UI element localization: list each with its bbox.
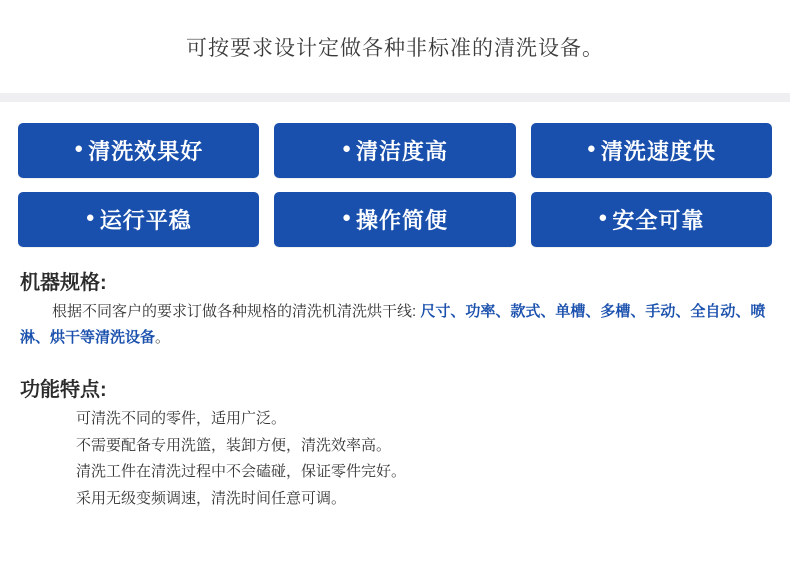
feature-tile-label: 清洁度高: [356, 139, 449, 164]
feature-tile-label: 操作简便: [356, 208, 449, 233]
page-header: [0, 0, 790, 93]
features-heading: [20, 373, 772, 402]
list-item: 可清洗不同的零件，适用广泛。: [76, 410, 287, 427]
specification-section: [0, 266, 790, 351]
feature-tile-label: 运行平稳: [99, 208, 192, 233]
feature-tile: [18, 192, 259, 247]
bullet-dot-icon: ●: [341, 140, 353, 157]
page-title: 可按要求设计定做各种非标准的清洗设备。: [186, 36, 604, 60]
specification-heading: [20, 266, 772, 295]
feature-tile: [531, 192, 772, 247]
specification-body-plain-1: 根据不同客户的要求订做各种规格的清洗机清洗烘干线:: [52, 303, 421, 320]
feature-tile: [274, 123, 515, 178]
feature-tile: [18, 123, 259, 178]
specification-heading-colon: :: [100, 272, 107, 294]
bullet-dot-icon: ●: [586, 140, 597, 157]
feature-tile-label: 安全可靠: [612, 208, 705, 233]
list-item: 采用无级变频调速，清洗时间任意可调。: [76, 489, 347, 507]
features-list: [18, 406, 772, 512]
feature-tile-grid: [0, 102, 790, 247]
feature-tile: [531, 123, 772, 178]
bullet-dot-icon: ●: [341, 209, 353, 226]
specification-body: [20, 299, 772, 351]
bullet-dot-icon: ●: [85, 209, 96, 226]
list-item: 清洗工件在清洗过程中不会磕碰，保证零件完好。: [76, 463, 407, 480]
feature-tile: [274, 192, 515, 247]
feature-tile-label: 清洗效果好: [88, 139, 204, 164]
features-heading-text: 功能特点: [20, 379, 100, 401]
section-divider: [0, 93, 790, 102]
features-section: [0, 373, 790, 512]
list-item: 不需要配备专用洗篮，装卸方便，清洗效率高。: [76, 436, 392, 454]
specification-body-plain-2: 。: [155, 329, 171, 346]
bullet-dot-icon: ●: [598, 209, 609, 226]
features-heading-colon: :: [100, 379, 107, 401]
feature-tile-label: 清洗速度快: [600, 139, 716, 164]
specification-heading-text: 机器规格: [20, 272, 100, 294]
bullet-dot-icon: ●: [74, 140, 85, 157]
specification-body-highlight: 尺寸、功率、款式、单槽、多槽、手动、全自动、喷淋、烘干等清洗设备: [20, 303, 766, 346]
